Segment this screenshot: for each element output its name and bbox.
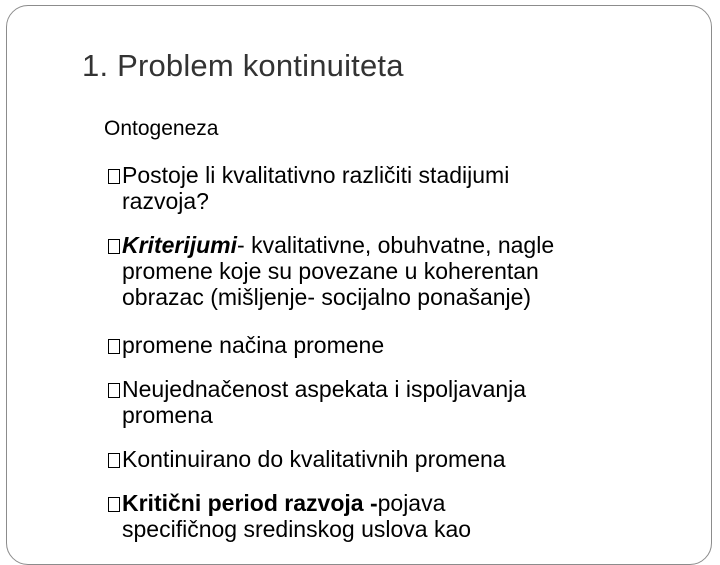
slide-title: 1. Problem kontinuiteta — [82, 48, 404, 83]
bullet-text: - kvalitativne, obuhvatne, nagle — [237, 232, 555, 258]
bullet-text: pojava — [377, 490, 446, 516]
bullet-text-continuation: razvoja? — [122, 188, 209, 214]
bullet-emphasis: Kritični period razvoja - — [122, 490, 378, 516]
bullet-item — [108, 446, 708, 472]
bullet-marker-icon — [108, 453, 120, 468]
bullet-item — [108, 232, 708, 310]
bullet-text: Neujednačenost aspekata i ispoljavanja — [122, 376, 527, 402]
bullet-item — [108, 332, 708, 358]
bullet-marker-icon — [108, 383, 120, 398]
bullet-emphasis: Kriterijumi — [122, 232, 238, 258]
bullet-item — [108, 376, 708, 428]
bullet-text: promene načina promene — [122, 332, 385, 358]
bullet-marker-icon — [108, 239, 120, 254]
bullet-item — [108, 490, 708, 542]
bullet-marker-icon — [108, 339, 120, 354]
bullet-text-continuation: obrazac (mišljenje- socijalno ponašanje) — [122, 284, 532, 310]
bullet-text-continuation: promena — [122, 402, 213, 428]
bullet-text-continuation: promene koje su povezane u koherentan — [122, 258, 539, 284]
slide-subtitle: Ontogeneza — [104, 117, 219, 140]
bullet-text: Postoje li kvalitativno različiti stadijumi — [122, 162, 510, 188]
bullet-text: Kontinuirano do kvalitativnih promena — [122, 446, 506, 472]
bullet-marker-icon — [108, 169, 120, 184]
bullet-item — [108, 162, 708, 214]
bullet-marker-icon — [108, 497, 120, 512]
bullet-text-continuation: specifičnog sredinskog uslova kao — [122, 516, 472, 542]
